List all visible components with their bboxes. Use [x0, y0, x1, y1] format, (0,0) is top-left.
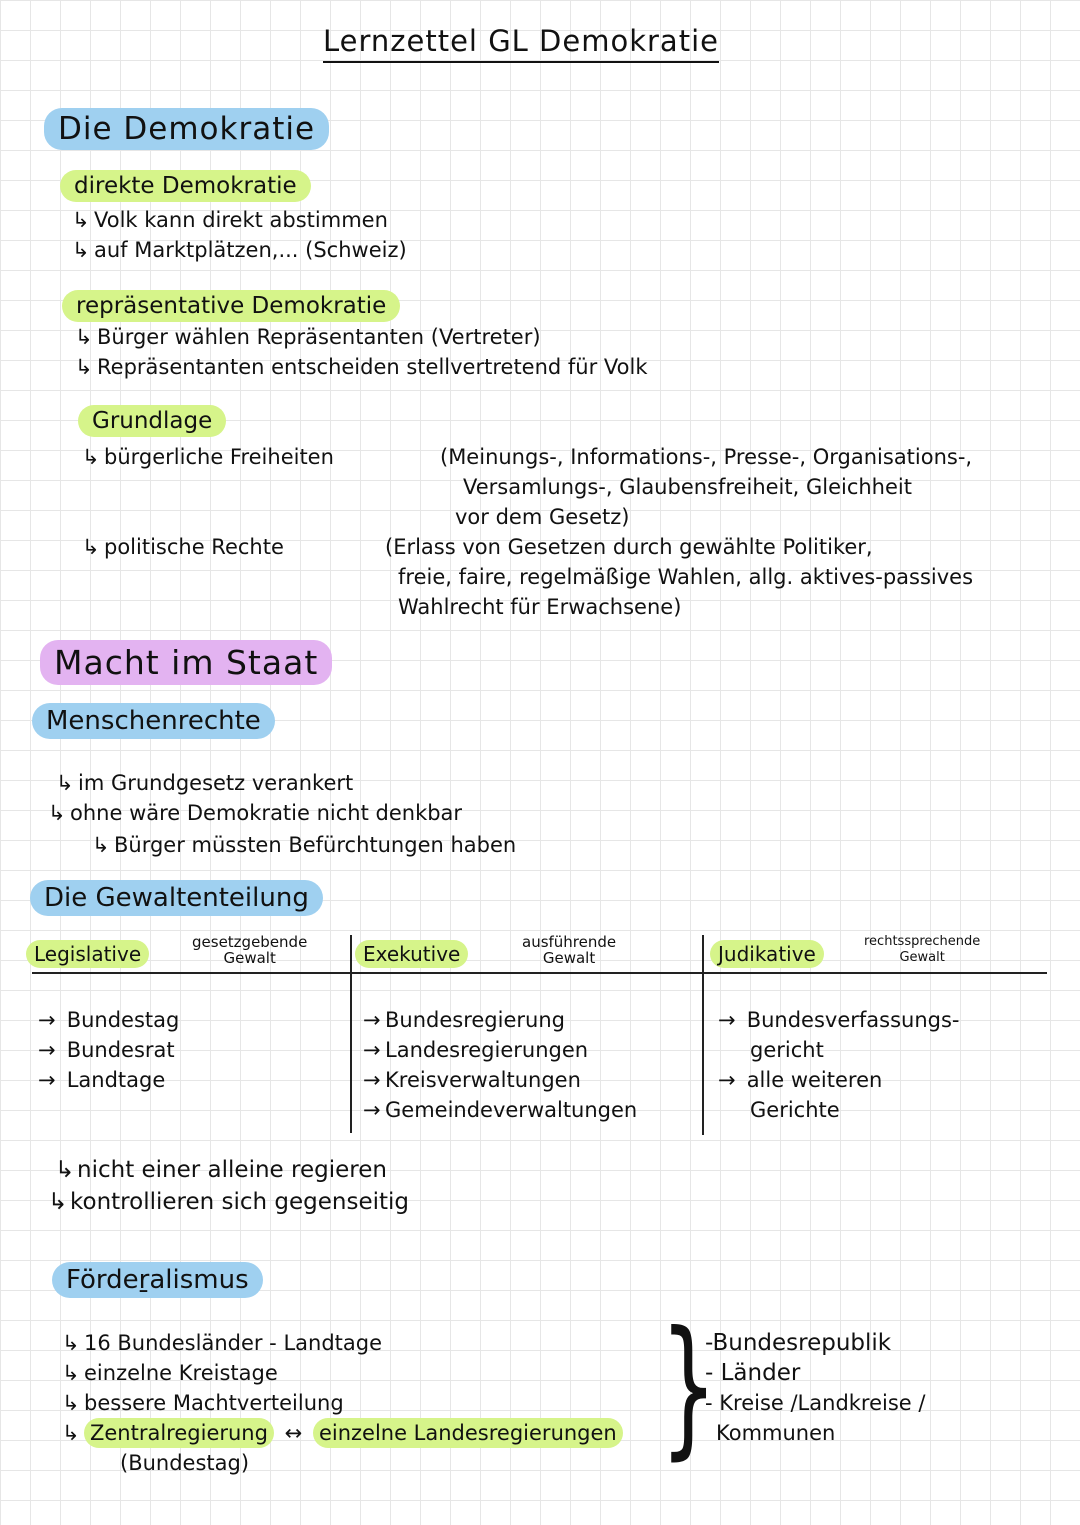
legislative-item: → Bundesrat	[38, 1038, 175, 1062]
exekutive-item: → Bundesregierung	[363, 1008, 565, 1032]
judikative-item: Gerichte	[750, 1098, 840, 1122]
rechte-detail: (Erlass von Gesetzen durch gewählte Politiker,	[385, 535, 873, 559]
section-heading-demokratie: Die Demokratie	[44, 108, 329, 150]
section-heading-macht: Macht im Staat	[40, 640, 332, 685]
level-item: -Bundesrepublik	[705, 1330, 892, 1356]
heading-foederalismus: Fördeṟalismus	[52, 1262, 263, 1298]
list-item-freiheiten: ↳ bürgerliche Freiheiten	[82, 445, 334, 469]
freiheiten-detail: Versamlungs-, Glaubensfreiheit, Gleichheit	[463, 475, 912, 499]
list-item-sub: ↳ Bürger müssten Befürchtungen haben	[92, 833, 517, 857]
legislative-item: → Landtage	[38, 1068, 166, 1092]
list-item: ↳ nicht einer alleine regieren	[55, 1157, 387, 1183]
table-divider-vertical	[350, 935, 352, 1133]
freiheiten-detail: vor dem Gesetz)	[455, 505, 630, 529]
judikative-item: → Bundesverfassungs-	[718, 1008, 960, 1032]
legislative-note: gesetzgebende Gewalt	[192, 933, 308, 967]
exekutive-item: → Landesregierungen	[363, 1038, 589, 1062]
heading-repraesentative-demokratie: repräsentative Demokratie	[62, 290, 400, 322]
list-item: ↳ kontrollieren sich gegenseitig	[48, 1189, 410, 1215]
rechte-detail: Wahlrecht für Erwachsene)	[398, 595, 682, 619]
page-title: Lernzettel GL Demokratie	[323, 24, 719, 63]
list-item: ↳ Bürger wählen Repräsentanten (Vertreter)	[75, 325, 541, 349]
level-item: Kommunen	[716, 1421, 836, 1445]
heading-grundlage: Grundlage	[78, 405, 226, 437]
list-item: ↳ ohne wäre Demokratie nicht denkbar	[48, 801, 463, 825]
list-item-rechte: ↳ politische Rechte	[82, 535, 284, 559]
level-item: - Länder	[705, 1360, 801, 1386]
bundestag-note: (Bundestag)	[120, 1451, 250, 1475]
judikative-item: → alle weiteren	[718, 1068, 883, 1092]
freiheiten-detail: (Meinungs-, Informations-, Presse-, Organisations-,	[440, 445, 973, 469]
list-item: ↳ 16 Bundesländer - Landtage	[62, 1331, 382, 1355]
table-divider-vertical	[702, 935, 704, 1135]
legislative-item: → Bundestag	[38, 1008, 180, 1032]
list-item: ↳ auf Marktplätzen,... (Schweiz)	[72, 238, 407, 262]
list-item: ↳ im Grundgesetz verankert	[56, 771, 354, 795]
level-item: - Kreise /Landkreise /	[705, 1391, 926, 1415]
exekutive-item: → Gemeindeverwaltungen	[363, 1098, 638, 1122]
list-item-zentral: ↳ Zentralregierung ↔ einzelne Landesregierungen	[62, 1418, 623, 1448]
curly-brace: }	[660, 1300, 718, 1474]
exekutive-note: ausführende Gewalt	[522, 933, 617, 967]
judikative-item: gericht	[750, 1038, 824, 1062]
heading-menschenrechte: Menschenrechte	[32, 703, 275, 739]
legislative-label: Legislative	[26, 940, 149, 968]
list-item: ↳ Repräsentanten entscheiden stellvertretend für Volk	[75, 355, 648, 379]
exekutive-label: Exekutive	[355, 940, 468, 968]
table-divider-horizontal	[32, 972, 1047, 974]
list-item: ↳ einzelne Kreistage	[62, 1361, 278, 1385]
rechte-detail: freie, faire, regelmäßige Wahlen, allg. aktives-passives	[398, 565, 974, 589]
list-item: ↳ bessere Machtverteilung	[62, 1391, 344, 1415]
judikative-label: Judikative	[710, 940, 824, 968]
heading-direkte-demokratie: direkte Demokratie	[60, 170, 311, 202]
list-item: ↳ Volk kann direkt abstimmen	[72, 208, 388, 232]
exekutive-item: → Kreisverwaltungen	[363, 1068, 581, 1092]
heading-gewaltenteilung: Die Gewaltenteilung	[30, 880, 323, 916]
judikative-note: rechtssprechende Gewalt	[864, 934, 981, 965]
